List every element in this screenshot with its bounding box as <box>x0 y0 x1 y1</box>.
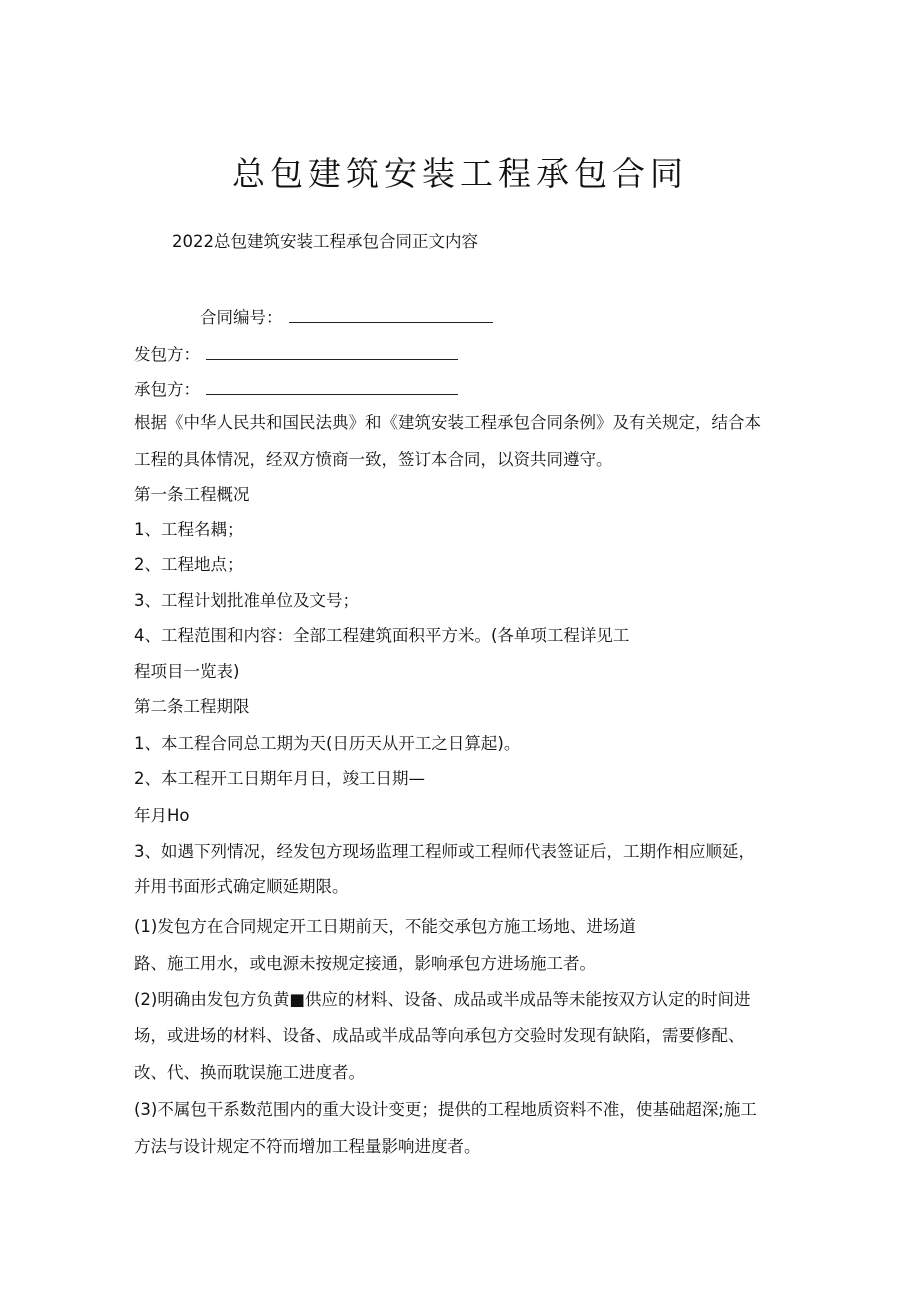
paragraph-line: 3、工程计划批准单位及文号； <box>134 591 359 610</box>
contractor-label: 承包方： <box>134 380 200 399</box>
paragraph-line: (2)明确由发包方负黄■供应的材料、设备、成品或半成品等未能按双方认定的时间进 <box>134 990 751 1009</box>
paragraph-line: 3、如遇下列情况，经发包方现场监理工程师或工程师代表签证后，工期作相应顺延， <box>134 842 755 861</box>
document-subtitle: 2022总包建筑安装工程承包合同正文内容 <box>172 232 478 251</box>
paragraph-line: 2、本工程开工日期年月日，竣工日期— <box>134 769 425 788</box>
paragraph-line: 方法与设计规定不符而增加工程量影响进度者。 <box>134 1137 481 1156</box>
section-heading: 第一条工程概况 <box>134 485 250 504</box>
paragraph-line: 工程的具体情况，经双方愤商一致，签订本合同，以资共同遵守。 <box>134 450 613 469</box>
employer-row <box>134 343 458 365</box>
paragraph-line: (1)发包方在合同规定开工日期前天，不能交承包方施工场地、进场道 <box>134 917 636 936</box>
contract-no-blank <box>289 306 493 323</box>
paragraph-line: 1、工程名耦； <box>134 520 244 539</box>
paragraph-line: 改、代、换而耽误施工进度者。 <box>134 1063 365 1082</box>
employer-label: 发包方： <box>134 345 200 364</box>
contract-no-row <box>200 306 493 328</box>
paragraph-line: 场，或进场的材料、设备、成品或半成品等向承包方交验时发现有缺陷，需要修配、 <box>134 1026 745 1045</box>
contractor-blank <box>206 378 458 395</box>
paragraph-line: 并用书面形式确定顺延期限。 <box>134 877 349 896</box>
employer-blank <box>206 343 458 360</box>
paragraph-line: 2、工程地点； <box>134 555 244 574</box>
paragraph-line: 4、工程范围和内容：全部工程建筑面积平方米。(各单项工程详见工 <box>134 626 630 645</box>
paragraph-line: (3)不属包干系数范围内的重大设计变更；提供的工程地质资料不准，使基础超深;施工 <box>134 1100 757 1119</box>
document-title: 总包建筑安装工程承包合同 <box>232 154 688 193</box>
paragraph-line: 年月Ho <box>134 806 190 825</box>
contractor-row <box>134 378 458 400</box>
paragraph-line: 程项目一览表) <box>134 662 240 681</box>
paragraph-line: 根据《中华人民共和国民法典》和《建筑安装工程承包合同条例》及有关规定，结合本 <box>134 413 761 432</box>
paragraph-line: 1、本工程合同总工期为天(日历天从开工之日算起)。 <box>134 734 521 753</box>
section-heading: 第二条工程期限 <box>134 697 250 716</box>
paragraph-line: 路、施工用水，或电源未按规定接通，影响承包方进场施工者。 <box>134 954 596 973</box>
contract-no-label: 合同编号： <box>200 308 283 327</box>
